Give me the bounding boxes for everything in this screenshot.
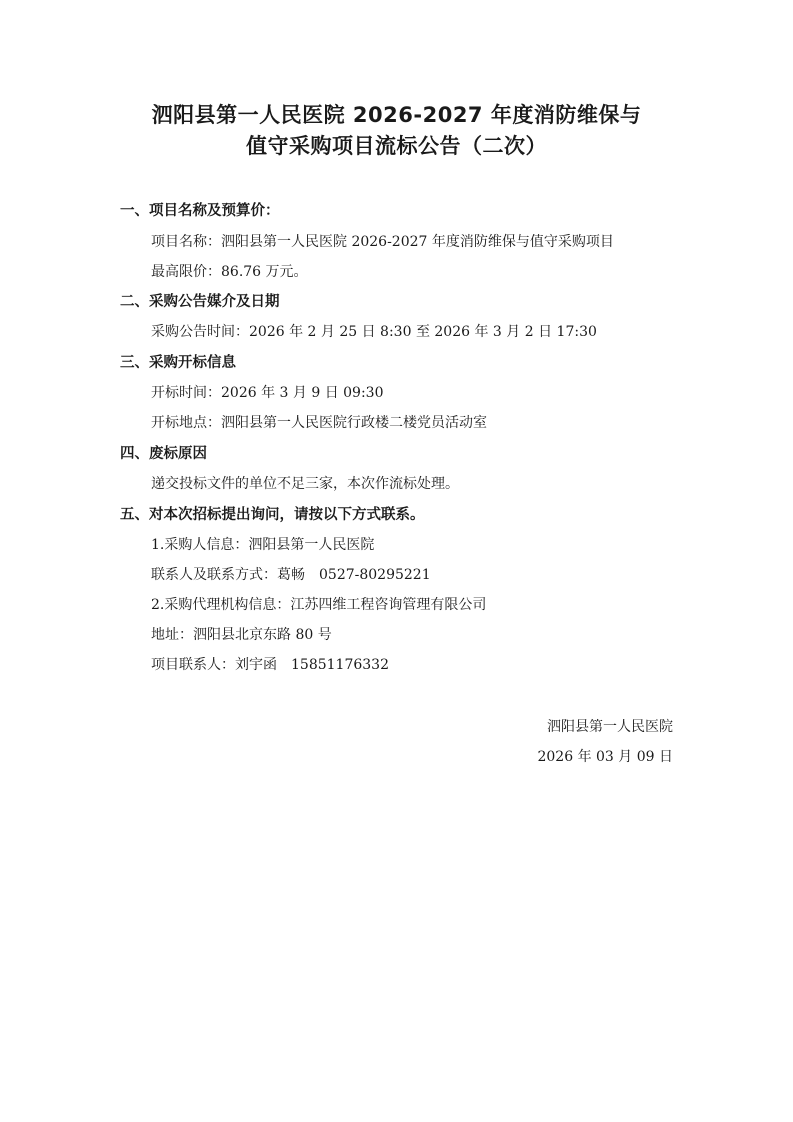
section-4-heading: 四、废标原因 <box>120 446 207 462</box>
announcement-period: 采购公告时间：2026 年 2 月 25 日 8:30 至 2026 年 3 月 2 日 17:30 <box>151 324 597 340</box>
purchaser-info: 1.采购人信息：泗阳县第一人民医院 <box>151 537 375 553</box>
purchaser-contact-label: 联系人及联系方式：葛畅 <box>151 567 305 583</box>
signature-org: 泗阳县第一人民医院 <box>547 719 673 735</box>
section-2-heading: 二、采购公告媒介及日期 <box>120 294 280 310</box>
purchaser-contact <box>151 565 431 585</box>
project-name: 项目名称：泗阳县第一人民医院 2026-2027 年度消防维保与值守采购项目 <box>151 234 614 250</box>
agency-info: 2.采购代理机构信息：江苏四维工程咨询管理有限公司 <box>151 597 487 613</box>
opening-time: 开标时间：2026 年 3 月 9 日 09:30 <box>151 385 384 401</box>
agency-contact <box>151 655 389 675</box>
opening-location: 开标地点：泗阳县第一人民医院行政楼二楼党员活动室 <box>151 415 487 431</box>
max-price: 最高限价：86.76 万元。 <box>151 264 308 280</box>
page-title-line-1: 泗阳县第一人民医院 2026-2027 年度消防维保与 <box>151 103 642 127</box>
page-title-line-2: 值守采购项目流标公告（二次） <box>246 134 547 158</box>
section-1-heading: 一、项目名称及预算价： <box>120 203 280 219</box>
agency-address: 地址：泗阳县北京东路 80 号 <box>151 627 332 643</box>
signature-date: 2026 年 03 月 09 日 <box>537 749 673 765</box>
failure-reason: 递交投标文件的单位不足三家，本次作流标处理。 <box>151 476 459 492</box>
section-5-heading: 五、对本次招标提出询问，请按以下方式联系。 <box>120 507 425 523</box>
agency-phone: 15851176332 <box>291 657 389 673</box>
purchaser-phone: 0527-80295221 <box>319 567 431 583</box>
section-3-heading: 三、采购开标信息 <box>120 355 236 371</box>
agency-contact-label: 项目联系人：刘宇函 <box>151 657 277 673</box>
